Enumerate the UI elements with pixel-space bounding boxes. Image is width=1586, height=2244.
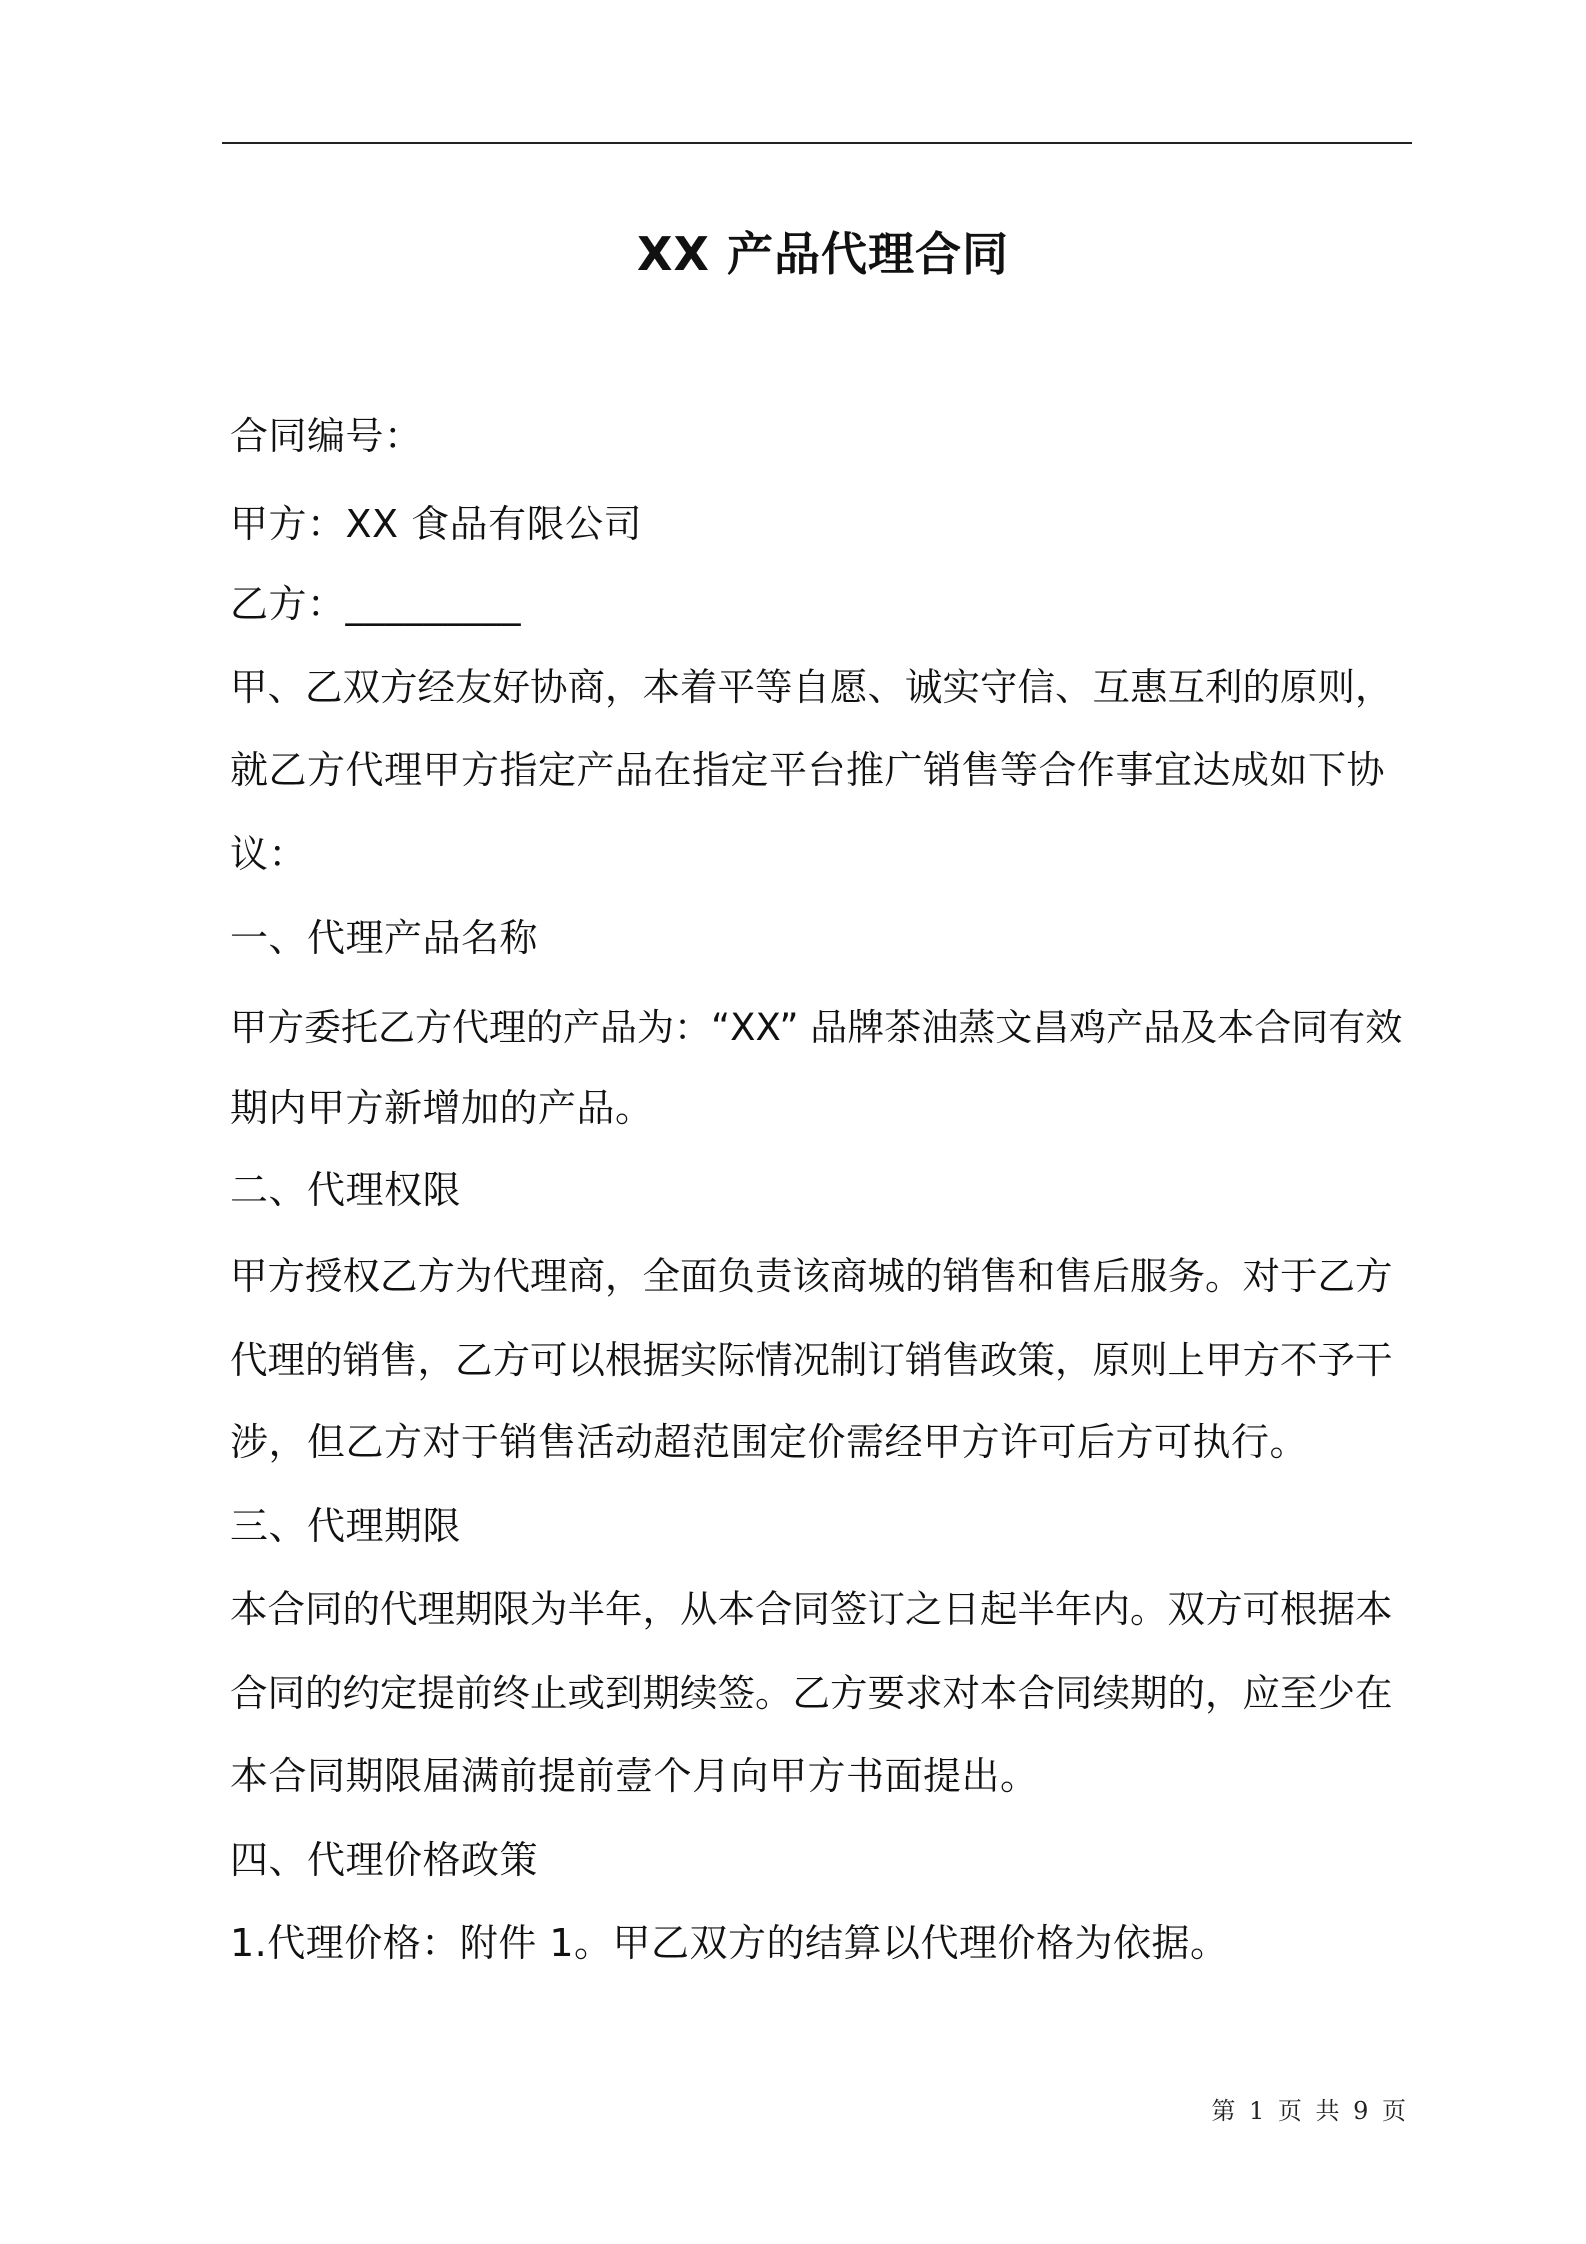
section-1-line-1: 甲方委托乙方代理的产品为：“XX” 品牌茶油蒸文昌鸡产品及本合同有效 [230,1006,1403,1049]
section-3-line-1: 本合同的代理期限为半年，从本合同签订之日起半年内。双方可根据本 [230,1587,1393,1631]
section-1-line-2: 期内甲方新增加的产品。 [230,1086,654,1130]
contract-number-line: 合同编号： [230,414,423,458]
party-b-line: 乙方：_________ [230,582,522,626]
section-4-heading: 四、代理价格政策 [230,1838,539,1882]
header-rule [222,142,1412,144]
section-2-line-1: 甲方授权乙方为代理商，全面负责该商城的销售和售后服务。对于乙方 [230,1254,1393,1298]
section-2-line-2: 代理的销售，乙方可以根据实际情况制订销售政策，原则上甲方不予干 [230,1338,1393,1382]
section-2-line-3: 涉，但乙方对于销售活动超范围定价需经甲方许可后方可执行。 [230,1420,1309,1464]
preamble-line-2: 就乙方代理甲方指定产品在指定平台推广销售等合作事宜达成如下协 [230,748,1386,792]
party-a-line: 甲方：XX 食品有限公司 [230,502,643,546]
preamble-line-1: 甲、乙双方经友好协商，本着平等自愿、诚实守信、互惠互利的原则， [230,665,1393,709]
section-2-heading: 二、代理权限 [230,1168,462,1212]
document-title: XX 产品代理合同 [637,227,1009,281]
preamble-line-3: 议： [230,832,308,876]
section-3-line-3: 本合同期限届满前提前壹个月向甲方书面提出。 [230,1754,1039,1798]
section-4-line-1: 1.代理价格：附件 1。甲乙双方的结算以代理价格为依据。 [230,1921,1229,1965]
section-3-line-2: 合同的约定提前终止或到期续签。乙方要求对本合同续期的，应至少在 [230,1671,1393,1715]
page-number-footer: 第 1 页 共 9 页 [1211,2097,1409,2125]
section-1-heading: 一、代理产品名称 [230,916,539,960]
section-3-heading: 三、代理期限 [230,1504,462,1548]
